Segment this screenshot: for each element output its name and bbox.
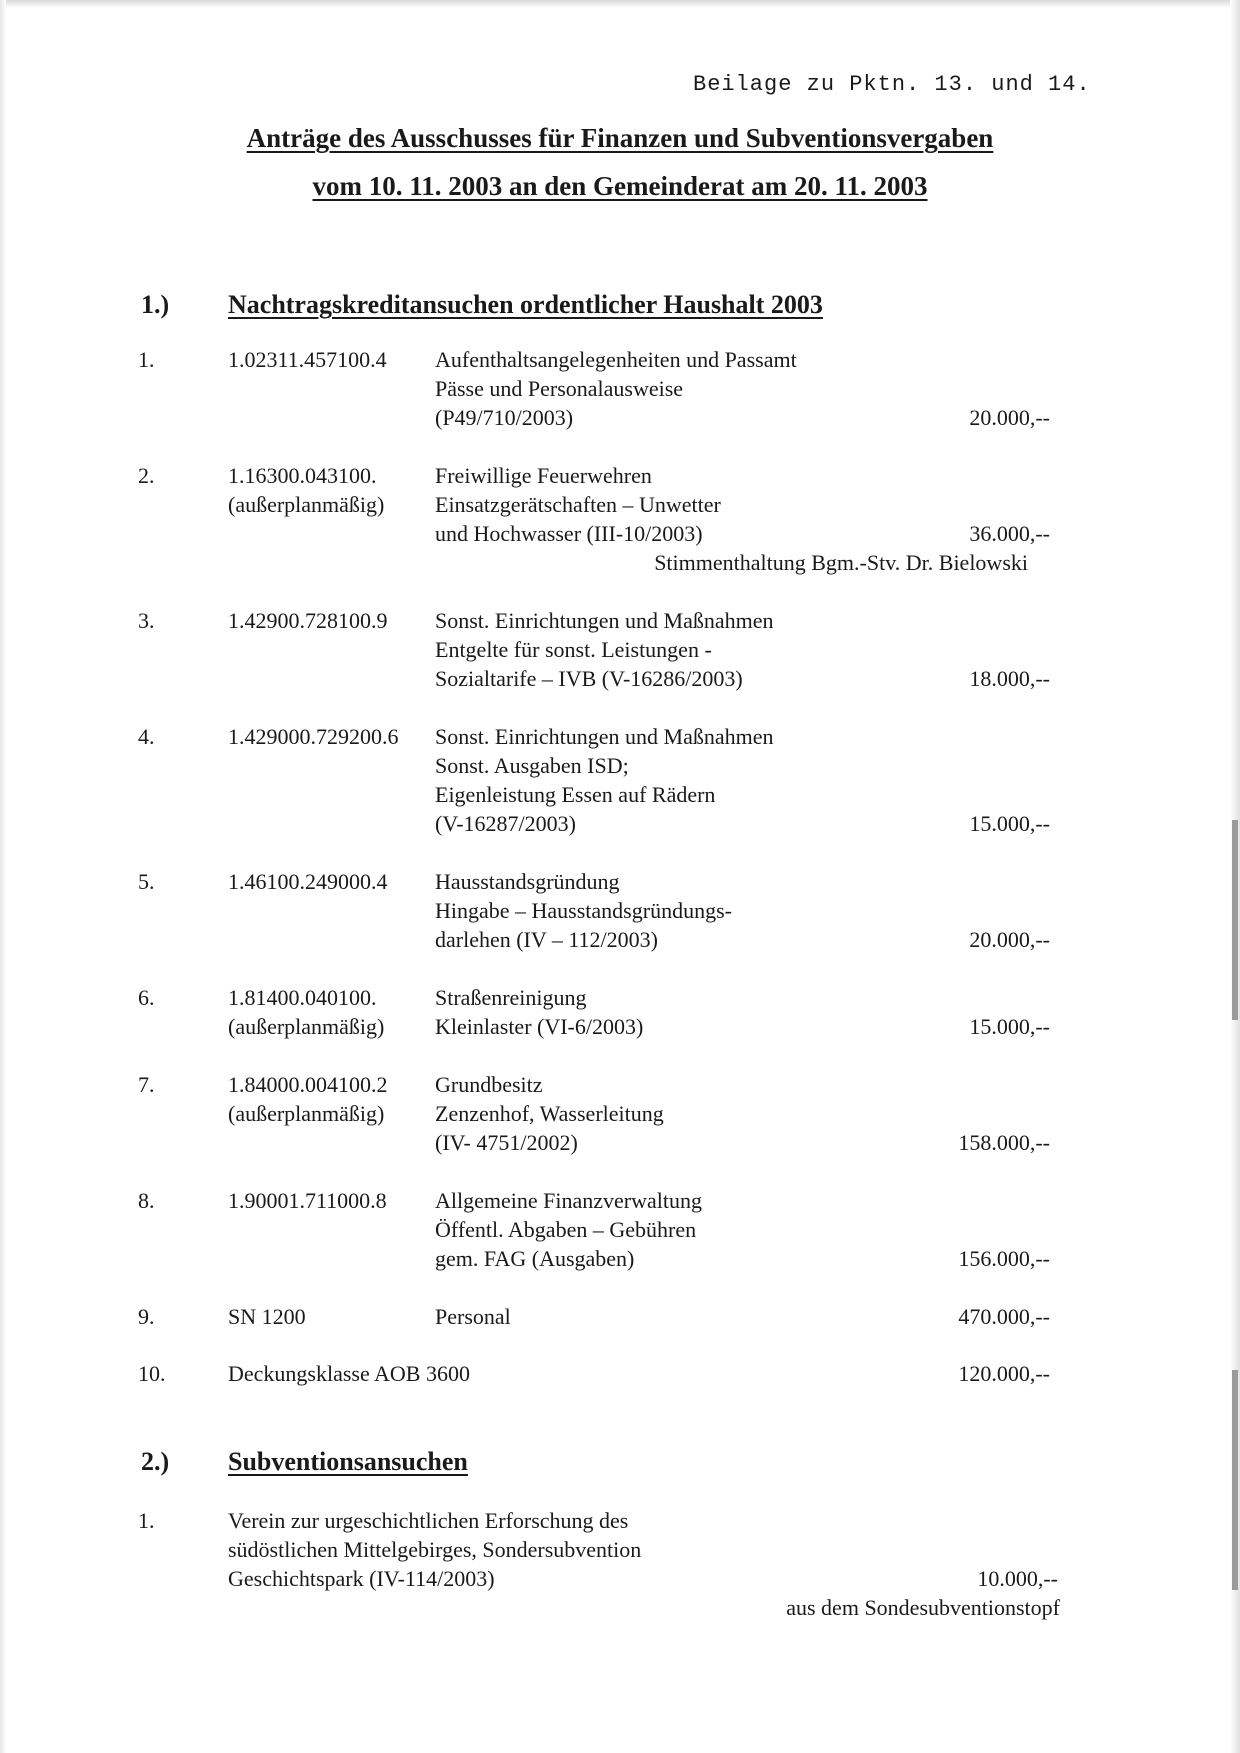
- account-code: 1.429000.729200.6: [228, 724, 399, 749]
- account-code: SN 1200: [228, 1304, 306, 1329]
- item-amount: 15.000,--: [969, 811, 1050, 836]
- item-description: Aufenthaltsangelegenheiten und Passamt Pässe und Personalausweise (P49/710/2003): [435, 347, 797, 430]
- account-code: 1.02311.457100.4: [228, 347, 387, 372]
- item-description: Verein zur urgeschichtlichen Erforschung des südöstlichen Mittelgebirges, Sondersubvention Geschichtspark (IV-114/2003): [228, 1508, 642, 1591]
- account-code: 1.42900.728100.9: [228, 608, 388, 633]
- item-amount: 36.000,--: [969, 521, 1050, 546]
- item-description: Sonst. Einrichtungen und Maßnahmen Sonst. Ausgaben ISD; Eigenleistung Essen auf Rädern (V-16287/2003): [435, 724, 774, 836]
- abstention-note: Stimmenthaltung Bgm.-Stv. Dr. Bielowski: [654, 550, 1028, 575]
- document-title: Anträge des Ausschusses für Finanzen und Subventionsvergaben: [246, 123, 994, 153]
- funding-note: aus dem Sondesubventionstopf: [786, 1595, 1060, 1620]
- account-code: 1.81400.040100. (außerplanmäßig): [228, 985, 385, 1039]
- item-description: Deckungsklasse AOB 3600: [228, 1361, 470, 1386]
- item-amount: 20.000,--: [969, 927, 1050, 952]
- item-number: 8.: [138, 1188, 155, 1213]
- item-number: 9.: [138, 1304, 155, 1329]
- item-description: Freiwillige Feuerwehren Einsatzgerätschaften – Unwetter und Hochwasser (III-10/2003): [435, 463, 721, 546]
- item-amount: 158.000,--: [958, 1130, 1050, 1155]
- account-code: 1.16300.043100. (außerplanmäßig): [228, 463, 385, 517]
- document-subtitle: vom 10. 11. 2003 an den Gemeinderat am 20. 11. 2003: [312, 171, 928, 201]
- item-amount: 120.000,--: [958, 1361, 1050, 1386]
- item-number: 3.: [138, 608, 155, 633]
- item-number: 2.: [138, 463, 155, 488]
- item-amount: 156.000,--: [958, 1246, 1050, 1271]
- item-description: Sonst. Einrichtungen und Maßnahmen Entgelte für sonst. Leistungen - Sozialtarife – IVB (V-16286/2003): [435, 608, 774, 691]
- item-number: 1.: [138, 1508, 155, 1533]
- item-amount: 470.000,--: [958, 1304, 1050, 1329]
- item-number: 5.: [138, 869, 155, 894]
- item-number: 4.: [138, 724, 155, 749]
- item-amount: 10.000,--: [977, 1566, 1058, 1591]
- item-description: Personal: [435, 1304, 511, 1329]
- scan-mark: [1232, 1370, 1238, 1590]
- account-code: 1.90001.711000.8: [228, 1188, 387, 1213]
- item-amount: 20.000,--: [969, 405, 1050, 430]
- section-number: 2.): [141, 1447, 170, 1476]
- item-description: Grundbesitz Zenzenhof, Wasserleitung (IV- 4751/2002): [435, 1072, 664, 1155]
- item-number: 7.: [138, 1072, 155, 1097]
- attachment-reference: Beilage zu Pktn. 13. und 14.: [693, 72, 1091, 97]
- section-title: Nachtragskreditansuchen ordentlicher Haushalt 2003: [228, 290, 823, 319]
- section-number: 1.): [141, 290, 170, 319]
- item-amount: 18.000,--: [969, 666, 1050, 691]
- section-title: Subventionsansuchen: [228, 1447, 468, 1476]
- item-description: Allgemeine Finanzverwaltung Öffentl. Abgaben – Gebühren gem. FAG (Ausgaben): [435, 1188, 702, 1271]
- item-amount: 15.000,--: [969, 1014, 1050, 1039]
- account-code: 1.46100.249000.4: [228, 869, 388, 894]
- scan-edge-left: [0, 0, 6, 1753]
- account-code: 1.84000.004100.2 (außerplanmäßig): [228, 1072, 388, 1126]
- item-description: Straßenreinigung Kleinlaster (VI-6/2003): [435, 985, 644, 1039]
- scan-mark: [1232, 820, 1238, 1020]
- item-number: 1.: [138, 347, 155, 372]
- scan-edge-top: [0, 0, 1240, 8]
- item-number: 10.: [138, 1361, 166, 1386]
- item-number: 6.: [138, 985, 155, 1010]
- item-description: Hausstandsgründung Hingabe – Hausstandsgründungs- darlehen (IV – 112/2003): [435, 869, 732, 952]
